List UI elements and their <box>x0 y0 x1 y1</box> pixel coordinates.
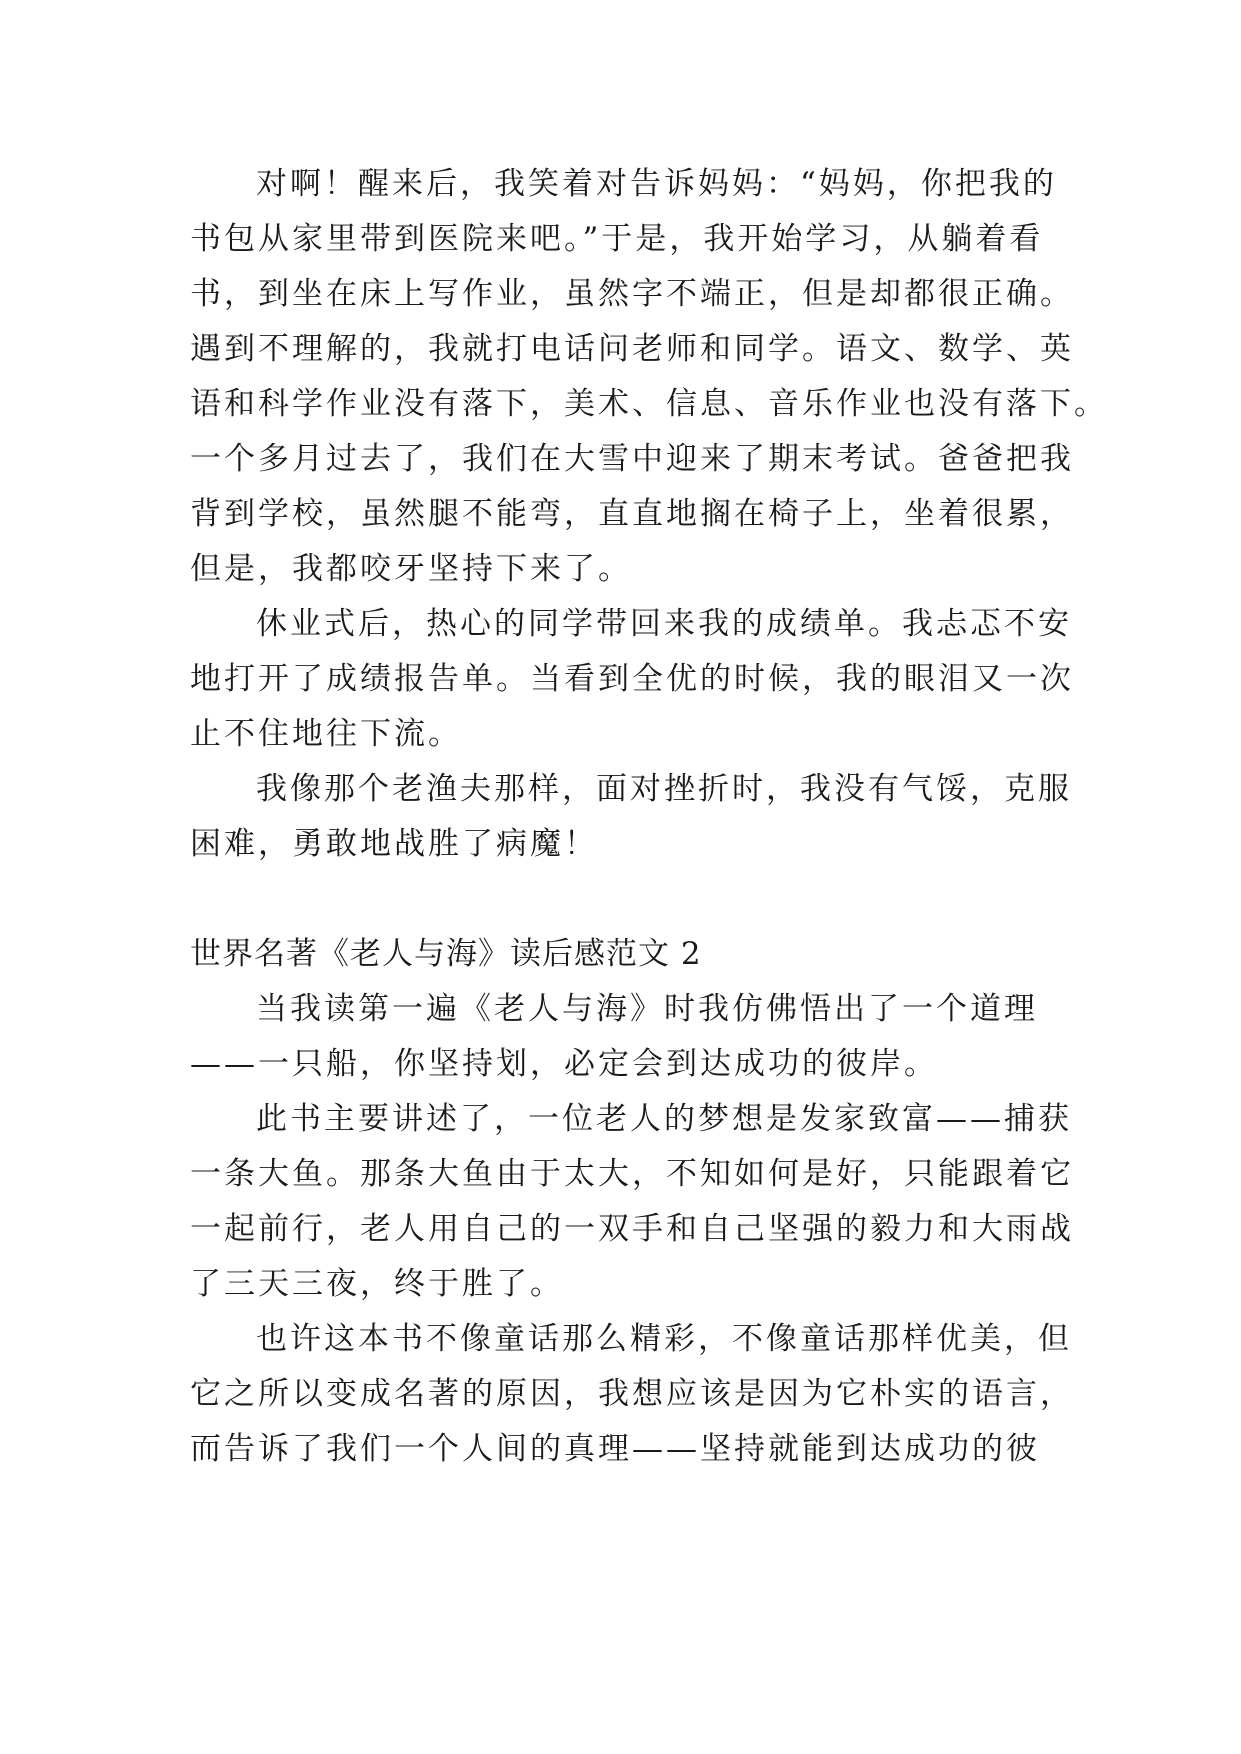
text-line: ——一只船，你坚持划，必定会到达成功的彼岸。 <box>190 1046 938 1082</box>
text-line: 当我读第一遍《老人与海》时我仿佛悟出了一个道理 <box>256 991 1038 1027</box>
text-line: 一条大鱼。那条大鱼由于太大，不知如何是好，只能跟着它 <box>190 1156 1074 1192</box>
text-line: 对啊！醒来后，我笑着对告诉妈妈：“妈妈，你把我的 <box>256 166 1057 202</box>
text-line: 语和科学作业没有落下，美术、信息、音乐作业也没有落下。 <box>190 386 1108 422</box>
text-line: 止不住地往下流。 <box>190 716 462 752</box>
text-line: 休业式后，热心的同学带回来我的成绩单。我忐忑不安 <box>256 606 1072 642</box>
text-line: 而告诉了我们一个人间的真理——坚持就能到达成功的彼 <box>190 1431 1040 1467</box>
text-line: 了三天三夜，终于胜了。 <box>190 1266 564 1302</box>
text-line: 一个多月过去了，我们在大雪中迎来了期末考试。爸爸把我 <box>190 441 1074 477</box>
text-line: 背到学校，虽然腿不能弯，直直地搁在椅子上，坐着很累， <box>190 496 1074 532</box>
text-line: 遇到不理解的，我就打电话问老师和同学。语文、数学、英 <box>190 331 1074 367</box>
text-line: 我像那个老渔夫那样，面对挫折时，我没有气馁，克服 <box>256 771 1072 807</box>
text-line: 此书主要讲述了，一位老人的梦想是发家致富——捕获 <box>256 1101 1072 1137</box>
text-line: 一起前行，老人用自己的一双手和自己坚强的毅力和大雨战 <box>190 1211 1074 1247</box>
text-line: 它之所以变成名著的原因，我想应该是因为它朴实的语言， <box>190 1376 1074 1412</box>
text-line: 地打开了成绩报告单。当看到全优的时候，我的眼泪又一次 <box>190 661 1074 697</box>
text-line: 书，到坐在床上写作业，虽然字不端正，但是却都很正确。 <box>190 276 1074 312</box>
section-heading: 世界名著《老人与海》读后感范文 2 <box>190 936 702 972</box>
text-line: 困难，勇敢地战胜了病魔！ <box>190 826 598 862</box>
text-line: 但是，我都咬牙坚持下来了。 <box>190 551 632 587</box>
text-line: 也许这本书不像童话那么精彩，不像童话那样优美，但 <box>256 1321 1072 1357</box>
text-line: 书包从家里带到医院来吧。”于是，我开始学习，从躺着看 <box>190 221 1044 257</box>
